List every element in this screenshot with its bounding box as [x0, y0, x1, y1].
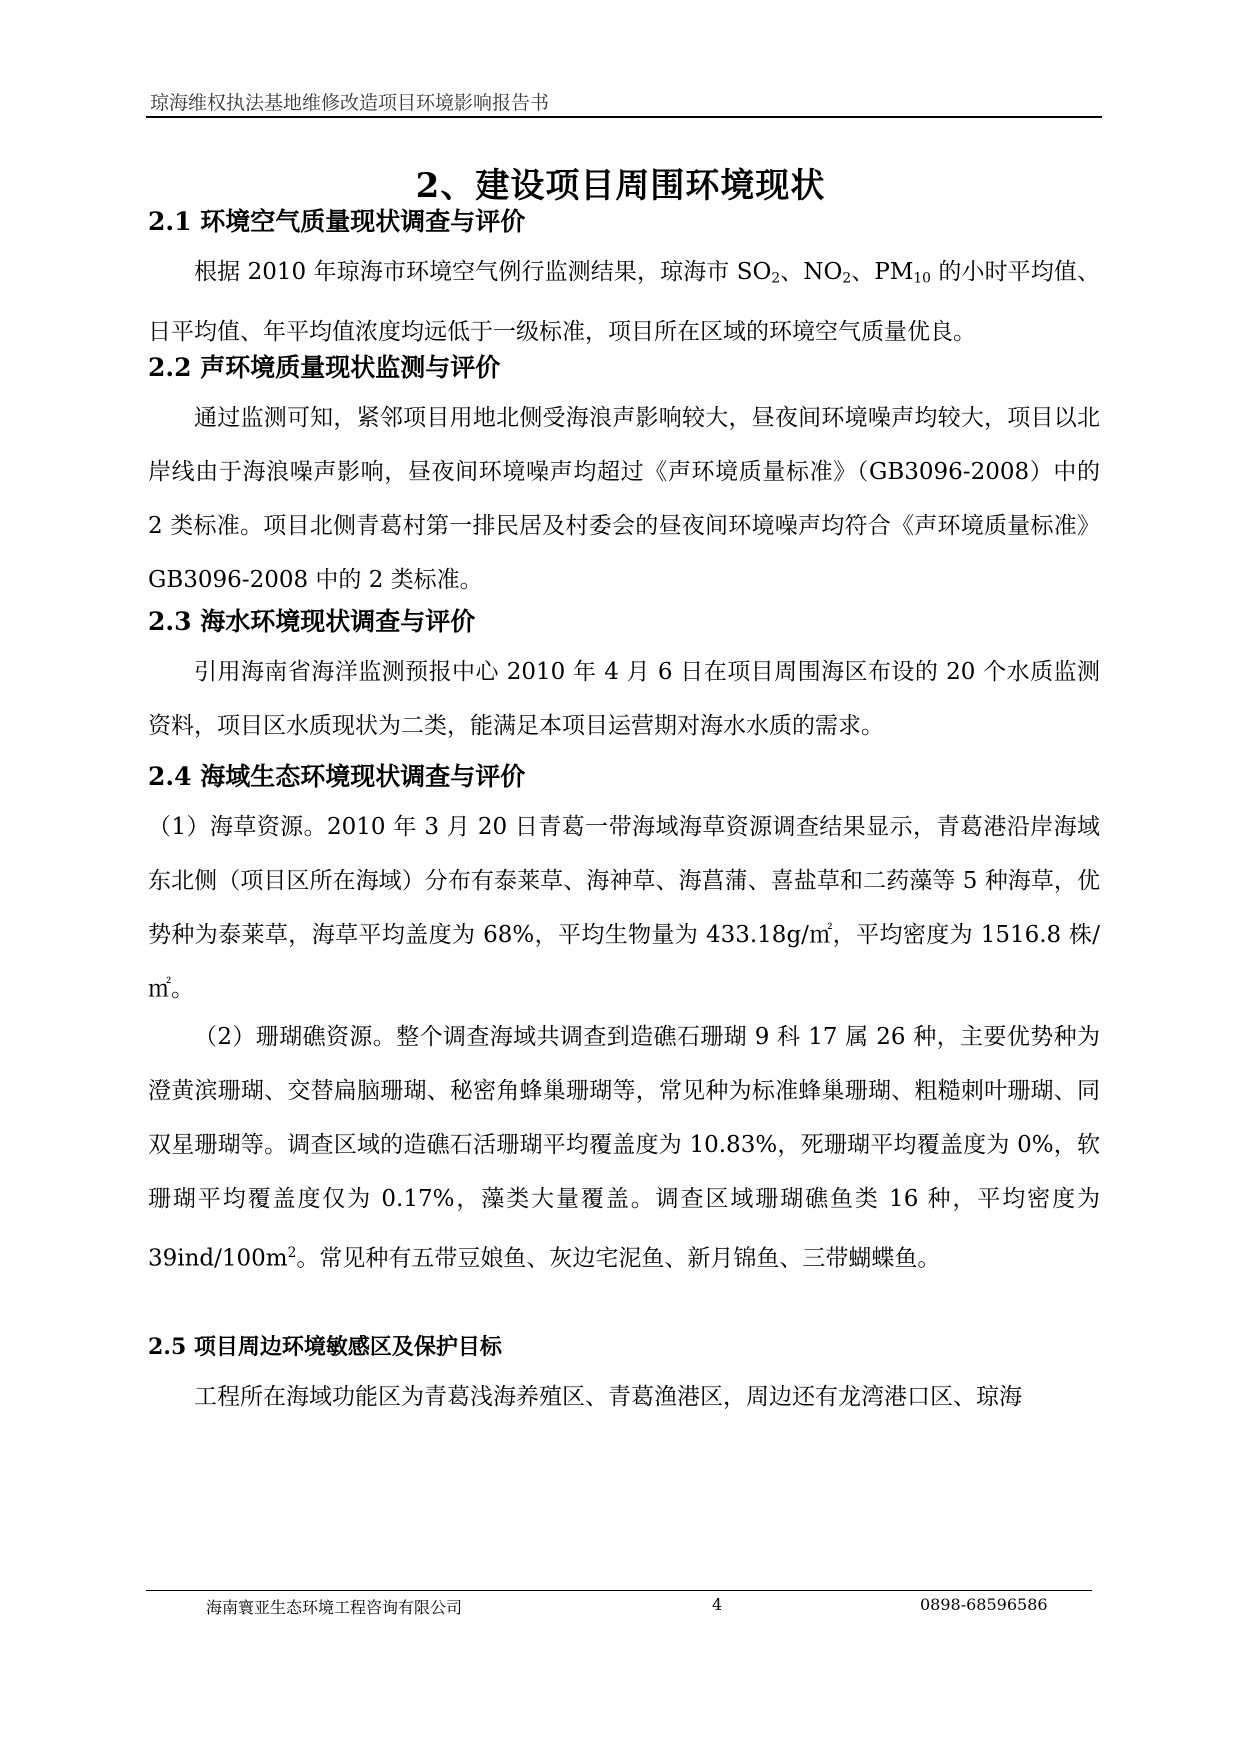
section-2-4-paragraph-seagrass: （1）海草资源。2010 年 3 月 20 日青葛一带海域海草资源调查结果显示，青葛港沿岸海域东北侧（项目区所在海域）分布有泰莱草、海神草、海菖蒲、喜盐草和二药藻等 5 种海草，优势种为泰莱草，海草平均盖度为 68%，平均生物量为 433.18g/㎡，平均密度为 1516.8 株/㎡。 — [148, 814, 1100, 1002]
section-2-4-paragraph-coral: （2）珊瑚礁资源。整个调查海域共调查到造礁石珊瑚 9 科 17 属 26 种，主要优势种为澄黄滨珊瑚、交替扁脑珊瑚、秘密角蜂巢珊瑚等，常见种为标准蜂巢珊瑚、粗糙刺叶珊瑚、同双星珊瑚等。调查区域的造礁石活珊瑚平均覆盖度为 10.83%，死珊瑚平均覆盖度为 0%，软珊瑚平均覆盖度仅为 0.17%，藻类大量覆盖。调查区域珊瑚礁鱼类 16 种，平均密度为 $39ind/100m^2$。常见种有五带豆娘鱼、灰边宅泥鱼、新月锦鱼、三带蝴蝶鱼。 — [148, 1024, 1100, 1272]
footer-rule — [146, 1590, 1092, 1591]
section-2-1-paragraph: 根据 2010 年琼海市环境空气例行监测结果，琼海市 $SO_2$、$NO_2$、$PM_{10}$ 的小时平均值、日平均值、年平均值浓度均远低于一级标准，项目所在区域的环境空气质量优良。 — [148, 259, 1100, 346]
section-heading-2-5: 2.5 项目周边环境敏感区及保护目标 — [148, 1334, 502, 1360]
section-2-5-paragraph: 工程所在海域功能区为青葛浅海养殖区、青葛渔港区，周边还有龙湾港口区、琼海 — [194, 1384, 1022, 1410]
footer-phone: 0898-68596586 — [920, 1595, 1048, 1614]
section-heading-2-1: 2.1 环境空气质量现状调查与评价 — [148, 207, 526, 236]
section-heading-2-3: 2.3 海水环境现状调查与评价 — [148, 607, 476, 636]
header-rule — [146, 116, 1102, 118]
section-heading-2-4: 2.4 海域生态环境现状调查与评价 — [148, 762, 526, 791]
footer-page-number: 4 — [712, 1595, 723, 1614]
section-heading-2-2: 2.2 声环境质量现状监测与评价 — [148, 353, 501, 382]
footer-company: 海南寰亚生态环境工程咨询有限公司 — [206, 1598, 463, 1617]
chapter-title: 2、建设项目周围环境现状 — [415, 166, 826, 206]
section-2-2-paragraph: 通过监测可知，紧邻项目用地北侧受海浪声影响较大，昼夜间环境噪声均较大，项目以北岸线由于海浪噪声影响，昼夜间环境噪声均超过《声环境质量标准》（GB3096-2008）中的 2 类标准。项目北侧青葛村第一排民居及村委会的昼夜间环境噪声均符合《声环境质量标准》GB3096-2008 中的 2 类标准。 — [148, 405, 1100, 593]
section-2-3-paragraph: 引用海南省海洋监测预报中心 2010 年 4 月 6 日在项目周围海区布设的 20 个水质监测资料，项目区水质现状为二类，能满足本项目运营期对海水水质的需求。 — [148, 659, 1100, 739]
running-header-title: 琼海维权执法基地维修改造项目环境影响报告书 — [150, 92, 550, 114]
